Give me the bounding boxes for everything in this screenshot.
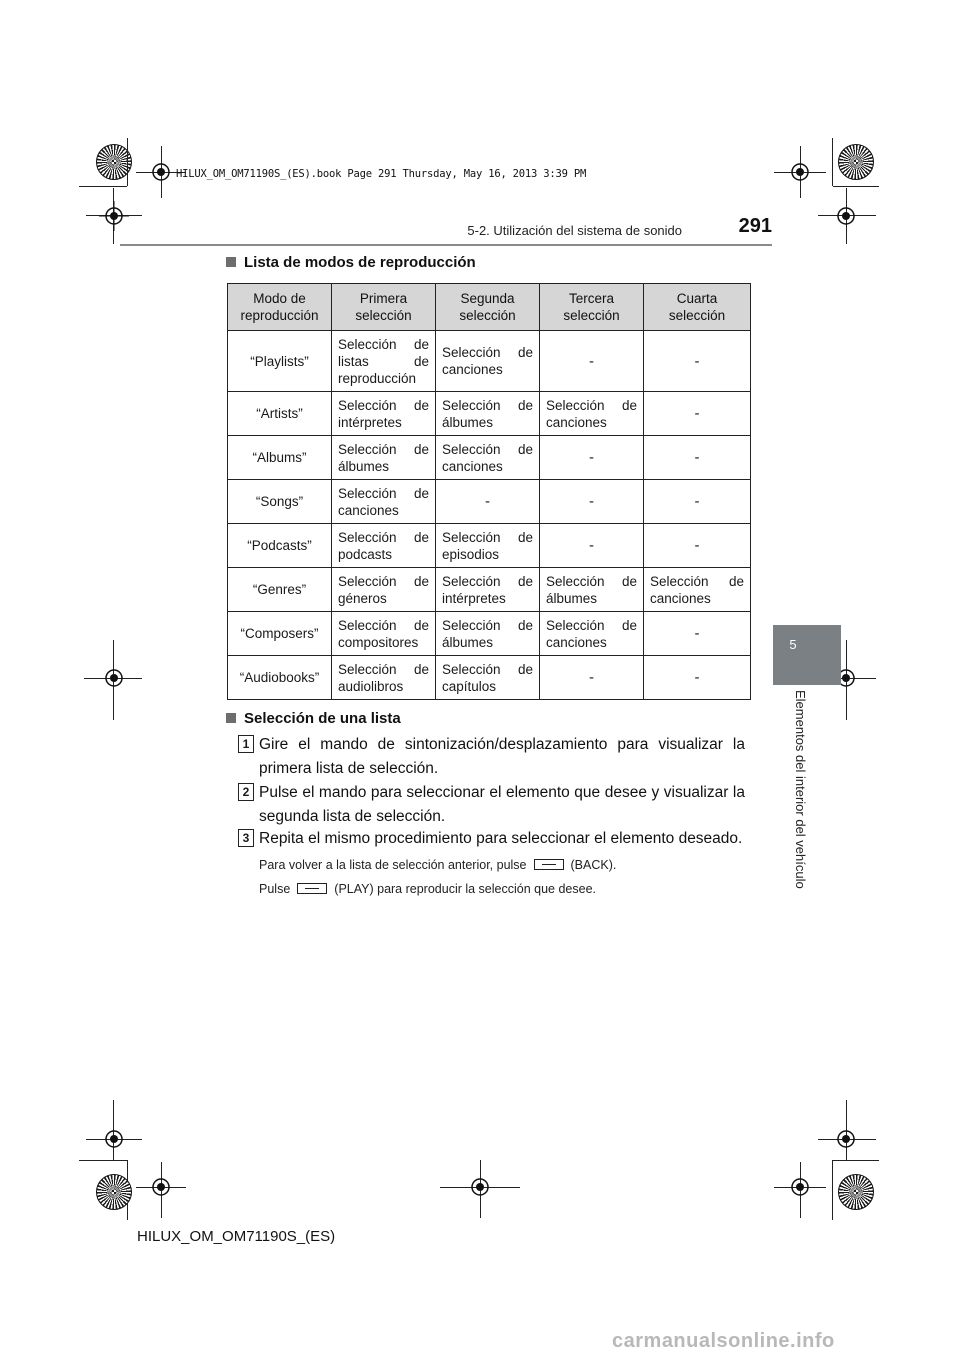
table-cell: Selección de canciones — [436, 331, 540, 392]
crosshair-target-icon — [99, 1124, 129, 1154]
table-cell: Selección de canciones — [436, 436, 540, 480]
table-header-row — [228, 284, 751, 331]
chapter-title: Elementos del interior del vehículo — [793, 690, 808, 889]
step-text: Repita el mismo procedimiento para seleccionar el elemento deseado. — [259, 830, 743, 847]
table-row — [228, 480, 751, 524]
table-cell: - — [540, 436, 644, 480]
registration-rosette-icon — [96, 1174, 132, 1210]
table-cell: Selección de audiolibros — [332, 656, 436, 700]
step-text: Pulse el mando para seleccionar el elemento que desee y visualizar la segunda lista de selección. — [259, 784, 745, 825]
chapter-number: 5 — [789, 637, 797, 652]
crosshair-target-icon — [465, 1172, 495, 1202]
note-text: Pulse — [259, 882, 291, 896]
table-cell: “Composers” — [228, 612, 332, 656]
chapter-tab — [773, 625, 841, 685]
column-header: Modo de reproducción — [228, 284, 332, 331]
table-cell: - — [540, 656, 644, 700]
table-row — [228, 612, 751, 656]
step-number-badge: 2 — [238, 783, 254, 801]
crosshair-target-icon — [99, 663, 129, 693]
play-note — [259, 882, 596, 896]
chapter-title-vertical — [793, 690, 810, 900]
heading-text: Selección de una lista — [244, 710, 401, 727]
crosshair-target-icon — [99, 201, 129, 231]
table-cell: - — [540, 331, 644, 392]
table-row — [228, 331, 751, 392]
table-cell: Selección de canciones — [540, 612, 644, 656]
table-cell: Selección de álbumes — [436, 392, 540, 436]
table-cell: - — [540, 480, 644, 524]
table-cell: Selección de géneros — [332, 568, 436, 612]
column-header: Cuarta selección — [644, 284, 751, 331]
step-text: Gire el mando de sintonización/desplazamiento para visualizar la primera lista de selección. — [259, 736, 745, 777]
table-cell: - — [644, 480, 751, 524]
crosshair-target-icon — [831, 201, 861, 231]
back-note — [259, 858, 616, 872]
note-text: Para volver a la lista de selección anterior, pulse — [259, 858, 527, 872]
table-cell: Selección de álbumes — [436, 612, 540, 656]
table-row — [228, 436, 751, 480]
table-cell: Selección de álbumes — [332, 436, 436, 480]
table-row — [228, 656, 751, 700]
table-cell: Selección de canciones — [644, 568, 751, 612]
step-number-badge: 1 — [238, 735, 254, 753]
table-cell: - — [644, 524, 751, 568]
table-cell: “Podcasts” — [228, 524, 332, 568]
registration-rosette-icon — [838, 1174, 874, 1210]
crosshair-target-icon — [785, 1172, 815, 1202]
table-row — [228, 392, 751, 436]
table-cell: Selección de canciones — [332, 480, 436, 524]
table-cell: Selección de episodios — [436, 524, 540, 568]
table-cell: Selección de podcasts — [332, 524, 436, 568]
table-cell: - — [644, 392, 751, 436]
note-text: (BACK). — [570, 858, 617, 872]
header-rule — [120, 244, 772, 246]
crosshair-target-icon — [146, 157, 176, 187]
back-button-icon — [534, 859, 564, 870]
table-cell: - — [644, 436, 751, 480]
column-header: Primera selección — [332, 284, 436, 331]
registration-rosette-icon — [838, 144, 874, 180]
table-cell: - — [540, 524, 644, 568]
document-code-footer: HILUX_OM_OM71190S_(ES) — [137, 1228, 336, 1245]
note-text: (PLAY) para reproducir la selección que desee. — [334, 882, 596, 896]
table-cell: Selección de compositores — [332, 612, 436, 656]
table-cell: Selección de canciones — [540, 392, 644, 436]
page-number: 291 — [738, 215, 772, 237]
play-button-icon — [297, 883, 327, 894]
playback-modes-table — [227, 283, 751, 700]
table-cell: “Genres” — [228, 568, 332, 612]
crosshair-target-icon — [785, 157, 815, 187]
heading-text: Lista de modos de reproducción — [244, 254, 476, 271]
table-row — [228, 568, 751, 612]
book-file-info: HILUX_OM_OM71190S_(ES).book Page 291 Thursday, May 16, 2013 3:39 PM — [176, 168, 587, 180]
table-cell: - — [644, 331, 751, 392]
table-row — [228, 524, 751, 568]
step-number-badge: 3 — [238, 829, 254, 847]
square-bullet-icon — [226, 257, 236, 267]
square-bullet-icon — [226, 713, 236, 723]
table-cell: “Artists” — [228, 392, 332, 436]
column-header: Tercera selección — [540, 284, 644, 331]
table-cell: - — [644, 656, 751, 700]
table-cell: “Albums” — [228, 436, 332, 480]
table-cell: “Playlists” — [228, 331, 332, 392]
table-cell: - — [436, 480, 540, 524]
table-cell: “Songs” — [228, 480, 332, 524]
table-cell: Selección de listas de reproducción — [332, 331, 436, 392]
section-title: 5-2. Utilización del sistema de sonido — [467, 223, 682, 238]
table-cell: Selección de intérpretes — [436, 568, 540, 612]
table-cell: Selección de intérpretes — [332, 392, 436, 436]
table-cell: Selección de capítulos — [436, 656, 540, 700]
table-cell: Selección de álbumes — [540, 568, 644, 612]
crosshair-target-icon — [146, 1172, 176, 1202]
playback-modes-heading — [226, 254, 476, 271]
table-cell: “Audiobooks” — [228, 656, 332, 700]
crosshair-target-icon — [831, 1124, 861, 1154]
list-selection-heading — [226, 710, 401, 727]
site-watermark: carmanualsonline.info — [612, 1330, 835, 1352]
table-cell: - — [644, 612, 751, 656]
column-header: Segunda selección — [436, 284, 540, 331]
